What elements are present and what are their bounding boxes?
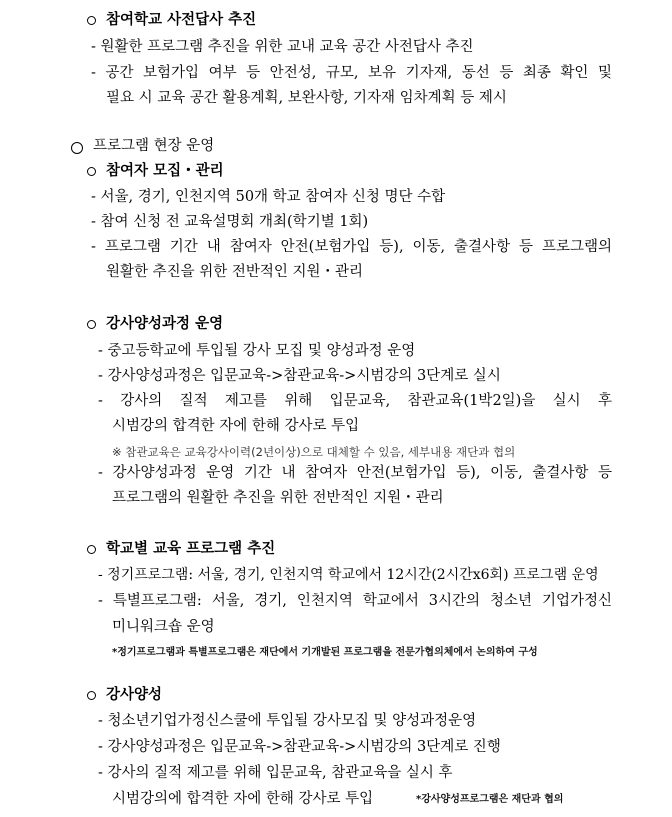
list-item: - 강사양성과정은 입문교육->참관교육->시범강의 3단계로 진행 — [98, 739, 501, 755]
main-heading: 프로그램 현장 운영 — [93, 138, 215, 154]
list-item: - 중고등학교에 투입될 강사 모집 및 양성과정 운영 — [98, 343, 416, 359]
list-item-continuation: 미니워크숍 운영 — [112, 619, 215, 635]
circle-bullet-icon — [87, 320, 96, 329]
list-item-continuation: 시범강의에 합격한 자에 한해 강사로 투입 — [112, 791, 374, 807]
list-item: - 공간 보험가입 여부 등 안전성, 규모, 보유 기자재, 동선 등 최종 확인 및 — [91, 65, 612, 81]
circle-bullet-icon — [87, 16, 96, 25]
footnote: *강사양성프로그램은 재단과 협의 — [416, 794, 564, 805]
list-item-continuation: 원활한 추진을 위한 전반적인 지원・관리 — [106, 264, 364, 280]
list-item: - 강사의 질적 제고를 위해 입문교육, 참관교육을 실시 후 — [98, 765, 453, 781]
list-item: - 특별프로그램: 서울, 경기, 인천지역 학교에서 3시간의 청소년 기업가정신 — [98, 593, 612, 609]
section-title: 참여학교 사전답사 추진 — [106, 12, 257, 28]
list-item: - 원활한 프로그램 추진을 위한 교내 교육 공간 사전답사 추진 — [91, 39, 474, 55]
section-title: 학교별 교육 프로그램 추진 — [106, 541, 276, 557]
list-item: - 강사양성과정 운영 기간 내 참여자 안전(보험가입 등), 이동, 출결사항 등 — [98, 465, 612, 481]
list-item-continuation: 프로그램의 원활한 추진을 위한 전반적인 지원・관리 — [112, 490, 444, 506]
list-item-continuation: 필요 시 교육 공간 활용계획, 보완사항, 기자재 임차계획 등 제시 — [106, 90, 507, 106]
section-title: 참여자 모집・관리 — [106, 163, 224, 179]
footnote: ※ 참관교육은 교육강사이력(2년이상)으로 대체할 수 있음, 세부내용 재단과 협의 — [112, 445, 516, 459]
section-title: 강사양성과정 운영 — [106, 316, 224, 332]
circle-bullet-icon — [87, 545, 96, 554]
list-item: - 청소년기업가정신스쿨에 투입될 강사모집 및 양성과정운영 — [98, 713, 477, 729]
large-circle-bullet-icon — [71, 142, 83, 154]
list-item: - 정기프로그램: 서울, 경기, 인천지역 학교에서 12시간(2시간x6회) 프로그램 운영 — [98, 567, 599, 583]
circle-bullet-icon — [87, 691, 96, 700]
list-item: - 서울, 경기, 인천지역 50개 학교 참여자 신청 명단 수합 — [91, 189, 446, 205]
footnote: *정기프로그램과 특별프로그램은 재단에서 기개발된 프로그램을 전문가협의체에서 논의하여 구성 — [112, 647, 538, 658]
list-item: - 프로그램 기간 내 참여자 안전(보험가입 등), 이동, 출결사항 등 프로그램의 — [91, 239, 612, 255]
circle-bullet-icon — [87, 167, 96, 176]
list-item: - 강사의 질적 제고를 위해 입문교육, 참관교육(1박2일)을 실시 후 — [98, 393, 612, 409]
section-title: 강사양성 — [106, 687, 163, 703]
list-item: - 참여 신청 전 교육설명회 개최(학기별 1회) — [91, 214, 369, 230]
list-item: - 강사양성과정은 입문교육->참관교육->시범강의 3단계로 실시 — [98, 368, 501, 384]
list-item-continuation: 시범강의 합격한 자에 한해 강사로 투입 — [112, 418, 360, 434]
